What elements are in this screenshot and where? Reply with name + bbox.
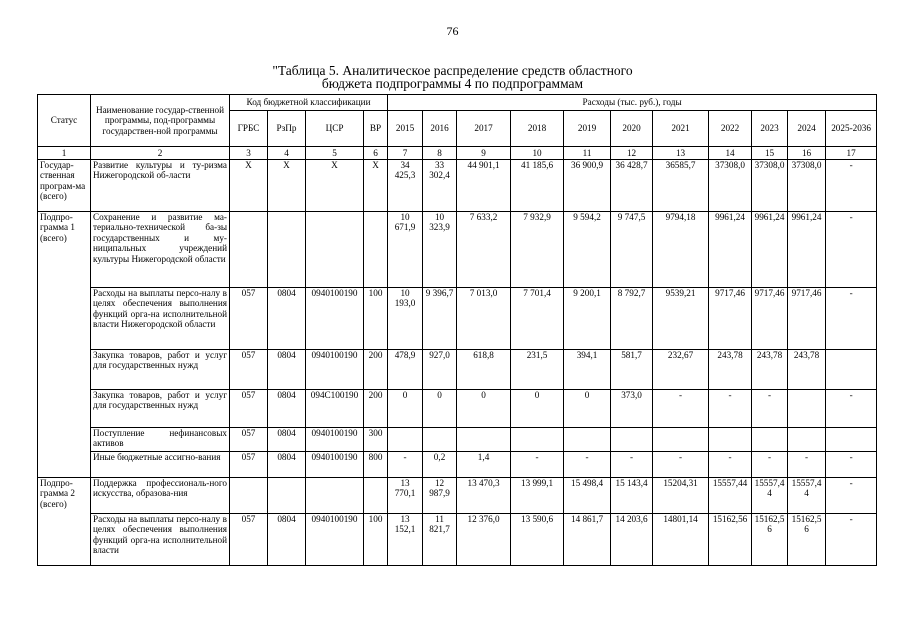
row-value: - [709,452,752,478]
row-csr: 094С100190 [306,390,364,428]
row-value: - [826,160,877,212]
row-value: 36 428,7 [611,160,653,212]
row-rzpr: 0804 [268,350,306,390]
row-value: 44 901,1 [457,160,511,212]
row-rzpr: X [268,160,306,212]
row-csr: X [306,160,364,212]
row-value: 10 193,0 [388,288,423,350]
row-status: Государ-ственная програм-ма (всего) [38,160,91,212]
table-row [38,160,877,212]
row-value: 9 594,2 [564,212,611,288]
column-number: 7 [388,147,423,160]
row-name: Сохранение и развитие ма-териально-технической ба-зы государственных и му-ниципальных учреждений культуры Нижегородской области [91,212,230,288]
row-value: - [826,390,877,428]
row-vr [364,478,388,514]
column-number: 6 [364,147,388,160]
row-rzpr: 0804 [268,390,306,428]
row-value: 15204,31 [653,478,709,514]
row-value: 15162,56 [709,514,752,566]
row-value: 15162,56 [788,514,826,566]
row-value [511,428,564,452]
row-value [826,350,877,390]
row-value: 9961,24 [709,212,752,288]
row-value: 9717,46 [752,288,788,350]
row-value: 13 152,1 [388,514,423,566]
row-name: Развитие культуры и ту-ризма Нижегородской об-ласти [91,160,230,212]
row-value [709,428,752,452]
row-value [788,390,826,428]
row-value [653,428,709,452]
row-value: 243,78 [788,350,826,390]
header-year-4: 2019 [564,111,611,147]
row-value: 373,0 [611,390,653,428]
row-value: - [826,478,877,514]
row-value: 581,7 [611,350,653,390]
row-value: 15162,56 [752,514,788,566]
row-name: Иные бюджетные ассигно-вания [91,452,230,478]
column-number: 13 [653,147,709,160]
row-name: Расходы на выплаты персо-налу в целях обеспечения выполнения функций орга-на исполнительной власти Нижегородской области [91,288,230,350]
row-vr: 100 [364,514,388,566]
row-value: 12 987,9 [423,478,457,514]
row-value: 37308,0 [788,160,826,212]
row-grbs: X [230,160,268,212]
column-number: 12 [611,147,653,160]
row-rzpr: 0804 [268,452,306,478]
column-number: 1 [38,147,91,160]
row-value: - [826,212,877,288]
row-value: 9961,24 [752,212,788,288]
row-vr: X [364,160,388,212]
header-status: Статус [38,95,91,147]
header-code-3: ВР [364,111,388,147]
row-value: - [709,390,752,428]
row-value: - [752,390,788,428]
column-number: 16 [788,147,826,160]
row-value: 36585,7 [653,160,709,212]
row-value: 41 185,6 [511,160,564,212]
table-row [38,390,877,428]
row-value: 15557,44 [752,478,788,514]
header-year-3: 2018 [511,111,564,147]
row-vr: 100 [364,288,388,350]
table-row [38,350,877,390]
column-number: 2 [91,147,230,160]
row-value: - [388,452,423,478]
header-code-0: ГРБС [230,111,268,147]
row-value: 9794,18 [653,212,709,288]
row-value: 7 633,2 [457,212,511,288]
row-value [564,428,611,452]
table-row [38,478,877,514]
column-number: 9 [457,147,511,160]
row-grbs: 057 [230,350,268,390]
row-value: 14801,14 [653,514,709,566]
row-value [423,428,457,452]
row-value: 14 203,6 [611,514,653,566]
row-value [611,428,653,452]
row-value: - [611,452,653,478]
row-vr [364,212,388,288]
header-code-1: РзПр [268,111,306,147]
table-title [0,64,905,90]
row-value: 9 396,7 [423,288,457,350]
column-number: 17 [826,147,877,160]
page-number: 76 [446,24,459,38]
row-value: 7 701,4 [511,288,564,350]
header-year-1: 2016 [423,111,457,147]
row-value: 0 [511,390,564,428]
row-value: 0 [457,390,511,428]
column-number: 3 [230,147,268,160]
row-value: 9 747,5 [611,212,653,288]
row-value: - [511,452,564,478]
title-line-2: бюджета подпрограммы 4 по подпрограммам [321,76,584,91]
row-value: 15557,44 [788,478,826,514]
row-value: - [653,390,709,428]
row-value: 15557,44 [709,478,752,514]
row-value: 243,78 [709,350,752,390]
row-value: - [564,452,611,478]
row-vr: 200 [364,350,388,390]
row-value [826,428,877,452]
row-grbs [230,478,268,514]
row-csr [306,212,364,288]
row-name: Поступление нефинансовых активов [91,428,230,452]
row-value: 9717,46 [788,288,826,350]
row-value: 9961,24 [788,212,826,288]
row-name: Закупка товаров, работ и услуг для государственных нужд [91,390,230,428]
row-value: 15 498,4 [564,478,611,514]
column-number: 10 [511,147,564,160]
row-value: 37308,0 [709,160,752,212]
row-grbs: 057 [230,390,268,428]
header-name: Наименование государ-ственной программы, под-программы государствен-ной программы [91,95,230,147]
row-value: 13 470,3 [457,478,511,514]
row-rzpr [268,212,306,288]
row-value: 927,0 [423,350,457,390]
row-value: 232,67 [653,350,709,390]
row-value: - [826,288,877,350]
row-value: 618,8 [457,350,511,390]
row-value: - [752,452,788,478]
row-vr: 300 [364,428,388,452]
row-value [388,428,423,452]
row-value: 0,2 [423,452,457,478]
row-value: 12 376,0 [457,514,511,566]
table-row [38,452,877,478]
row-value: 9717,46 [709,288,752,350]
row-rzpr [268,478,306,514]
row-value: 15 143,4 [611,478,653,514]
header-year-0: 2015 [388,111,423,147]
row-grbs: 057 [230,452,268,478]
header-expense-group: Расходы (тыс. руб.), годы [388,95,877,111]
table-row [38,288,877,350]
header-code-group: Код бюджетной классификации [230,95,388,111]
table-row [38,428,877,452]
row-value [457,428,511,452]
row-grbs: 057 [230,428,268,452]
header-year-10: 2025-2036 [826,111,877,147]
row-rzpr: 0804 [268,288,306,350]
header-year-7: 2022 [709,111,752,147]
title-line-1: "Таблица 5. Аналитическое распределение средств областного [272,63,633,78]
row-value: 1,4 [457,452,511,478]
row-rzpr: 0804 [268,428,306,452]
row-value: 11 821,7 [423,514,457,566]
header-year-2: 2017 [457,111,511,147]
row-value: 231,5 [511,350,564,390]
header-year-9: 2024 [788,111,826,147]
row-value: 0 [423,390,457,428]
row-value: 7 932,9 [511,212,564,288]
row-vr: 800 [364,452,388,478]
row-value: 34 425,3 [388,160,423,212]
header-year-5: 2020 [611,111,653,147]
row-value: 14 861,7 [564,514,611,566]
header-code-2: ЦСР [306,111,364,147]
row-csr [306,478,364,514]
row-value: 9539,21 [653,288,709,350]
row-value: 33 302,4 [423,160,457,212]
row-status: Подпро-грамма 1 (всего) [38,212,91,478]
row-value: - [653,452,709,478]
row-csr: 0940100190 [306,288,364,350]
row-value: 8 792,7 [611,288,653,350]
row-csr: 0940100190 [306,452,364,478]
row-csr: 0940100190 [306,428,364,452]
row-name: Расходы на выплаты персо-налу в целях обеспечения выполнения функций орга-на исполнительной власти [91,514,230,566]
row-value: 7 013,0 [457,288,511,350]
row-value: - [826,452,877,478]
row-value [788,428,826,452]
column-number: 14 [709,147,752,160]
row-value: - [826,514,877,566]
row-status: Подпро-грамма 2 (всего) [38,478,91,566]
row-rzpr: 0804 [268,514,306,566]
header-year-6: 2021 [653,111,709,147]
table-row [38,212,877,288]
row-value [752,428,788,452]
column-number: 8 [423,147,457,160]
row-value: 13 999,1 [511,478,564,514]
row-csr: 0940100190 [306,514,364,566]
row-value: - [788,452,826,478]
row-value: 0 [388,390,423,428]
column-number: 4 [268,147,306,160]
row-value: 10 323,9 [423,212,457,288]
row-name: Закупка товаров, работ и услуг для государственных нужд [91,350,230,390]
budget-table [37,94,877,566]
row-value: 9 200,1 [564,288,611,350]
row-value: 243,78 [752,350,788,390]
column-number: 5 [306,147,364,160]
header-year-8: 2023 [752,111,788,147]
row-grbs: 057 [230,514,268,566]
row-grbs: 057 [230,288,268,350]
row-value: 478,9 [388,350,423,390]
row-grbs [230,212,268,288]
column-number: 11 [564,147,611,160]
row-value: 13 590,6 [511,514,564,566]
row-value: 394,1 [564,350,611,390]
row-value: 13 770,1 [388,478,423,514]
row-csr: 0940100190 [306,350,364,390]
column-number: 15 [752,147,788,160]
table-row [38,514,877,566]
row-vr: 200 [364,390,388,428]
row-name: Поддержка профессиональ-ного искусства, образова-ния [91,478,230,514]
row-value: 37308,0 [752,160,788,212]
row-value: 36 900,9 [564,160,611,212]
row-value: 10 671,9 [388,212,423,288]
row-value: 0 [564,390,611,428]
